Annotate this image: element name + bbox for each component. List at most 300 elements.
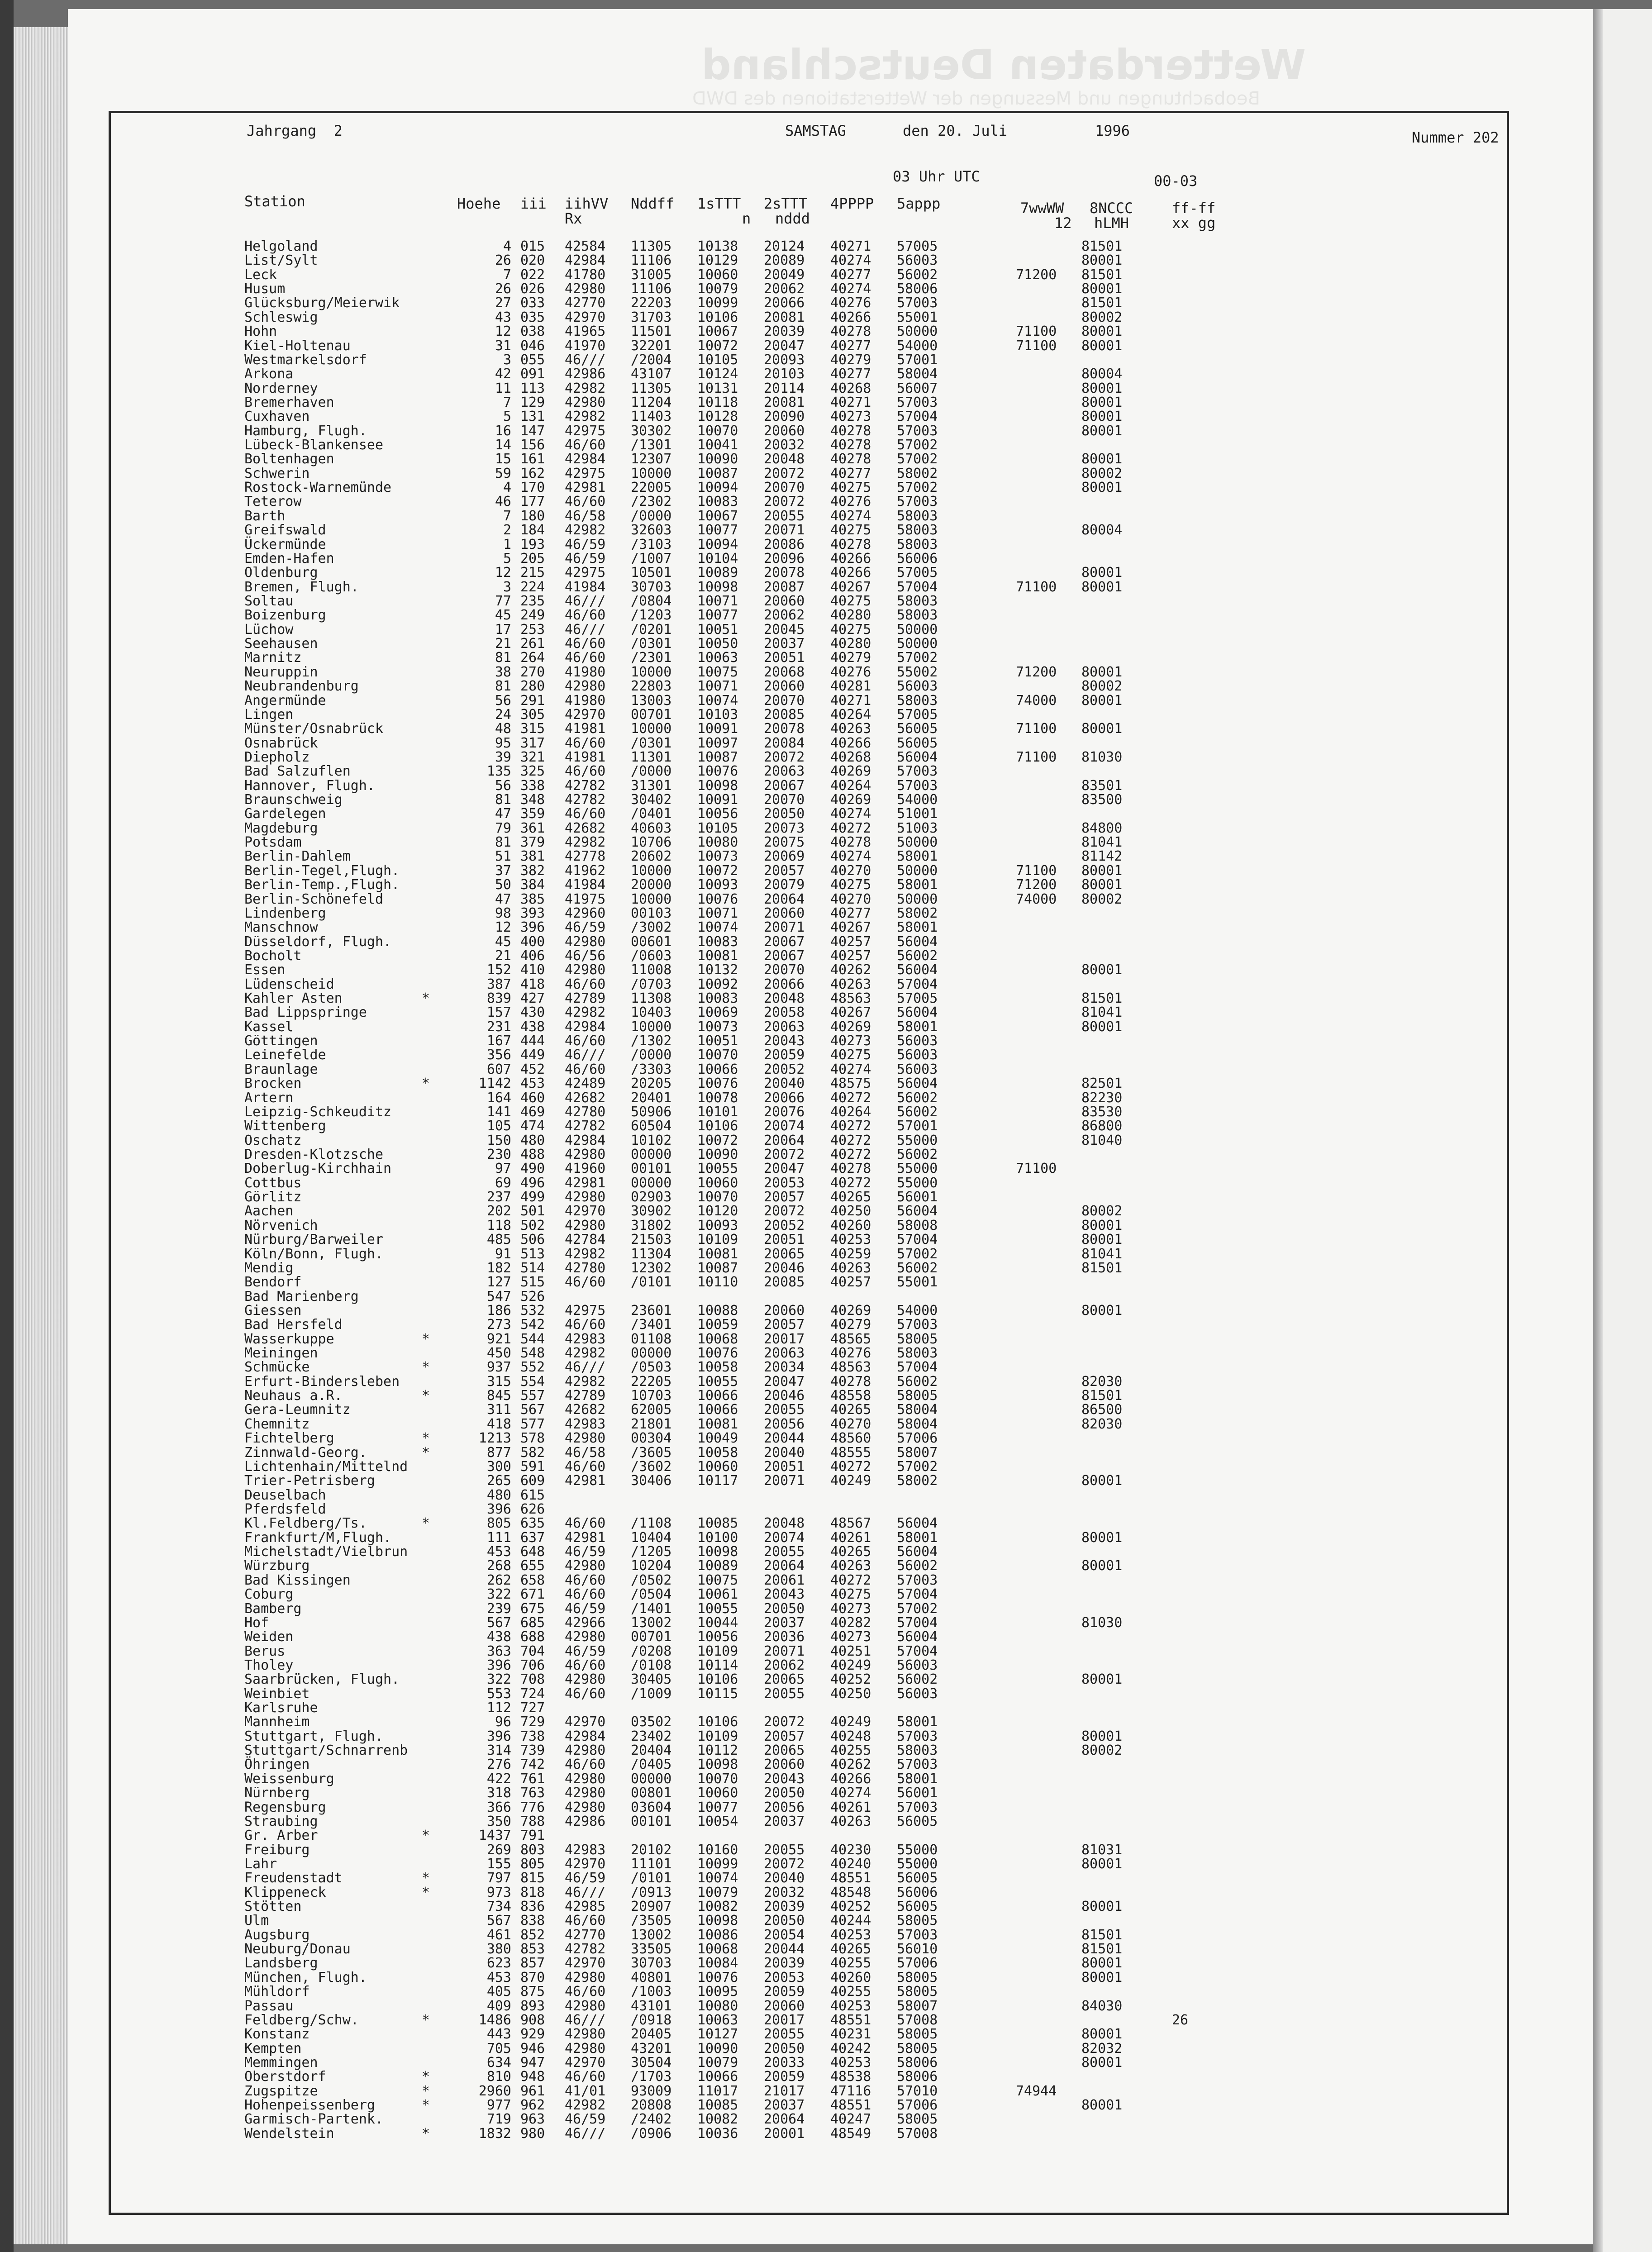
pppp-cell: 40274	[830, 1061, 871, 1077]
t2-cell: 20043	[764, 1586, 805, 1603]
nccc-cell: 84030	[1081, 1998, 1123, 2014]
iihvv-cell: 46/59	[565, 1600, 606, 1617]
hoehe-cell: 1486	[478, 2012, 511, 2028]
appp-cell: 57004	[897, 409, 938, 425]
nddff-cell: 00000	[631, 1345, 672, 1362]
iii-cell: 393	[520, 905, 545, 921]
hoehe-cell: 182	[486, 1260, 511, 1276]
pppp-cell: 48567	[830, 1515, 871, 1532]
t1-cell: 10068	[697, 1331, 738, 1347]
nddff-cell: /1003	[631, 1984, 672, 2000]
iihvv-cell: 42980	[565, 1785, 606, 1801]
t1-cell: 10079	[697, 1884, 738, 1900]
t1-cell: 10093	[697, 877, 738, 893]
t1-cell: 10082	[697, 1899, 738, 1915]
hoehe-cell: 11	[495, 380, 511, 396]
t1-cell: 11017	[697, 2083, 738, 2099]
appp-cell: 56002	[897, 1090, 938, 1106]
pppp-cell: 40270	[830, 1416, 871, 1432]
pppp-cell: 40272	[830, 1090, 871, 1106]
iihvv-cell: 42970	[565, 706, 606, 723]
appp-cell: 56002	[897, 947, 938, 964]
t2-cell: 20056	[764, 1416, 805, 1432]
nddff-cell: 10000	[631, 664, 672, 680]
nddff-cell: 33505	[631, 1941, 672, 1957]
iihvv-cell: 42980	[565, 281, 606, 297]
t2-cell: 20047	[764, 338, 805, 354]
iihvv-cell: 46///	[565, 2125, 606, 2142]
nccc-cell: 80001	[1081, 1302, 1123, 1319]
hoehe-cell: 50	[495, 877, 511, 893]
hoehe-cell: 239	[486, 1600, 511, 1617]
appp-cell: 56007	[897, 380, 938, 396]
hoehe-cell: 51	[495, 848, 511, 865]
hoehe-cell: 47	[495, 891, 511, 907]
hoehe-cell: 150	[486, 1132, 511, 1148]
col-hoehe: Hoehe	[457, 195, 501, 212]
iihvv-cell: 42982	[565, 2097, 606, 2114]
iii-cell: 046	[520, 338, 545, 354]
mountain-marker: *	[422, 990, 430, 1007]
iii-cell: 763	[520, 1785, 545, 1801]
hoehe-cell: 79	[495, 820, 511, 836]
hoehe-cell: 230	[486, 1147, 511, 1162]
nccc-cell: 80002	[1081, 891, 1123, 907]
table-row	[176, 1205, 1489, 1219]
appp-cell: 56002	[897, 1260, 938, 1276]
nccc-cell: 80001	[1081, 409, 1123, 425]
iii-cell: 418	[520, 976, 545, 992]
pppp-cell: 40253	[830, 2055, 871, 2071]
t2-cell: 20078	[764, 721, 805, 737]
appp-cell: 57003	[897, 1317, 938, 1333]
iihvv-cell: 46/58	[565, 508, 606, 524]
nccc-cell: 82501	[1081, 1076, 1123, 1092]
nccc-cell: 80001	[1081, 1217, 1123, 1233]
iii-cell: 805	[520, 1856, 545, 1872]
t2-cell: 20076	[764, 1104, 805, 1120]
nccc-cell: 80002	[1081, 678, 1123, 695]
station-name: Kassel	[244, 1019, 294, 1035]
hoehe-cell: 56	[495, 777, 511, 794]
pppp-cell: 40251	[830, 1643, 871, 1659]
hoehe-cell: 231	[486, 1019, 511, 1035]
iihvv-cell: 46/60	[565, 1984, 606, 2000]
table-row	[176, 1701, 1489, 1715]
station-name: Cuxhaven	[244, 409, 310, 425]
appp-cell: 56003	[897, 678, 938, 695]
station-name: Lingen	[244, 706, 294, 723]
nccc-cell: 80002	[1081, 1203, 1123, 1219]
iii-cell: 739	[520, 1743, 545, 1759]
iii-cell: 430	[520, 1005, 545, 1021]
iihvv-cell: 42980	[565, 1969, 606, 1985]
hoehe-cell: 547	[486, 1288, 511, 1305]
table-row	[176, 1375, 1489, 1389]
t2-cell: 20055	[764, 1842, 805, 1858]
table-row	[176, 680, 1489, 694]
iihvv-cell: 42778	[565, 848, 606, 865]
iii-cell: 170	[520, 480, 545, 496]
pppp-cell: 40275	[830, 593, 871, 609]
hoehe-cell: 567	[486, 1913, 511, 1929]
iihvv-cell: 41970	[565, 338, 606, 354]
iii-cell: 177	[520, 494, 545, 510]
nddff-cell: 20405	[631, 2026, 672, 2043]
nddff-cell: 21801	[631, 1416, 672, 1432]
nccc-cell: 80001	[1081, 1019, 1123, 1035]
iihvv-cell: 42782	[565, 1941, 606, 1957]
nddff-cell: /0208	[631, 1643, 672, 1659]
table-row	[176, 1772, 1489, 1786]
appp-cell: 56004	[897, 962, 938, 978]
iihvv-cell: 42983	[565, 1842, 606, 1858]
nddff-cell: /0906	[631, 2125, 672, 2142]
iihvv-cell: 42980	[565, 1743, 606, 1759]
iihvv-cell: 42981	[565, 480, 606, 496]
iii-cell: 506	[520, 1232, 545, 1248]
t1-cell: 10072	[697, 338, 738, 354]
nddff-cell: 12307	[631, 451, 672, 467]
t2-cell: 20049	[764, 267, 805, 283]
station-name: Feldberg/Schw.	[244, 2012, 359, 2028]
station-name: Landsberg	[244, 1955, 318, 1971]
nccc-cell: 86800	[1081, 1118, 1123, 1134]
table-row	[176, 467, 1489, 481]
station-name: Leipzig-Schkeuditz	[244, 1104, 392, 1120]
hoehe-cell: 1	[503, 536, 511, 552]
pppp-cell: 40250	[830, 1203, 871, 1219]
t1-cell: 10074	[697, 919, 738, 936]
hoehe-cell: 315	[486, 1373, 511, 1390]
appp-cell: 55002	[897, 664, 938, 680]
t1-cell: 10100	[697, 1529, 738, 1546]
t2-cell: 20071	[764, 919, 805, 936]
hoehe-cell: 118	[486, 1217, 511, 1233]
t1-cell: 10098	[697, 1757, 738, 1773]
t1-cell: 10080	[697, 834, 738, 851]
t2-cell: 20071	[764, 1643, 805, 1659]
t2-cell: 20063	[764, 1345, 805, 1362]
station-name: Neuburg/Donau	[244, 1941, 351, 1957]
nccc-cell: 80001	[1081, 692, 1123, 709]
table-row	[176, 1531, 1489, 1545]
t2-cell: 20048	[764, 990, 805, 1007]
station-name: Seehausen	[244, 636, 318, 652]
pppp-cell: 40266	[830, 550, 871, 567]
station-name: Neuruppin	[244, 664, 318, 680]
nccc-cell: 81041	[1081, 1246, 1123, 1262]
nccc-cell: 81040	[1081, 1132, 1123, 1148]
station-name: Passau	[244, 1998, 294, 2014]
appp-cell: 57002	[897, 480, 938, 496]
table-row	[176, 1545, 1489, 1559]
nccc-cell: 83500	[1081, 792, 1123, 808]
wwww-cell: 71100	[1016, 1161, 1057, 1177]
t1-cell: 10076	[697, 1076, 738, 1092]
t1-cell: 10070	[697, 1189, 738, 1205]
iii-cell: 015	[520, 238, 545, 254]
t1-cell: 10061	[697, 1586, 738, 1603]
hoehe-cell: 15	[495, 451, 511, 467]
iihvv-cell: 42970	[565, 1856, 606, 1872]
hoehe-cell: 453	[486, 1969, 511, 1985]
station-name: Lübeck-Blankensee	[244, 437, 384, 453]
table-row	[176, 1730, 1489, 1744]
nccc-cell: 80001	[1081, 281, 1123, 297]
table-row	[176, 1659, 1489, 1673]
iihvv-cell: 41/01	[565, 2083, 606, 2099]
station-name: Garmisch-Partenk.	[244, 2111, 384, 2128]
station-name: Neubrandenburg	[244, 678, 359, 695]
appp-cell: 58006	[897, 2069, 938, 2085]
appp-cell: 58001	[897, 1771, 938, 1787]
nddff-cell: /1302	[631, 1033, 672, 1049]
iii-cell: 026	[520, 281, 545, 297]
iihvv-cell: 46/60	[565, 1274, 606, 1290]
pppp-cell: 40274	[830, 1785, 871, 1801]
nddff-cell: 43101	[631, 1998, 672, 2014]
station-name: Lahr	[244, 1856, 277, 1872]
t2-cell: 20048	[764, 1515, 805, 1532]
appp-cell: 58001	[897, 848, 938, 865]
iihvv-cell: 42981	[565, 1175, 606, 1191]
nddff-cell: 10000	[631, 1019, 672, 1035]
nddff-cell: /1007	[631, 550, 672, 567]
station-name: Chemnitz	[244, 1416, 310, 1432]
t2-cell: 20085	[764, 1274, 805, 1290]
iii-cell: 544	[520, 1331, 545, 1347]
station-name: Leck	[244, 267, 277, 283]
t2-cell: 20060	[764, 1757, 805, 1773]
hoehe-cell: 269	[486, 1842, 511, 1858]
table-row	[176, 1673, 1489, 1687]
appp-cell: 57003	[897, 1728, 938, 1744]
iii-cell: 305	[520, 706, 545, 723]
t1-cell: 10081	[697, 1416, 738, 1432]
hoehe-cell: 7	[503, 394, 511, 410]
pppp-cell: 40263	[830, 721, 871, 737]
table-row	[176, 850, 1489, 864]
appp-cell: 56004	[897, 1544, 938, 1560]
hoehe-cell: 3	[503, 352, 511, 368]
t2-cell: 20059	[764, 2069, 805, 2085]
nddff-cell: 00103	[631, 905, 672, 921]
wwww-cell: 74000	[1016, 891, 1057, 907]
nddff-cell: 00701	[631, 706, 672, 723]
nddff-cell: 10204	[631, 1558, 672, 1574]
iihvv-cell: 46/60	[565, 437, 606, 453]
pppp-cell: 40271	[830, 238, 871, 254]
nddff-cell: 43201	[631, 2040, 672, 2057]
iii-cell: 776	[520, 1799, 545, 1815]
t2-cell: 20051	[764, 650, 805, 666]
iii-cell: 818	[520, 1884, 545, 1900]
nddff-cell: 62005	[631, 1402, 672, 1418]
t1-cell: 10138	[697, 238, 738, 254]
pppp-cell: 40278	[830, 834, 871, 851]
t1-cell: 10081	[697, 1246, 738, 1262]
appp-cell: 57003	[897, 1757, 938, 1773]
col-appp: 5appp	[897, 195, 941, 212]
pppp-cell: 40264	[830, 1104, 871, 1120]
wwww-cell: 71100	[1016, 721, 1057, 737]
station-name: Angermünde	[244, 692, 326, 709]
appp-cell: 58005	[897, 1331, 938, 1347]
t2-cell: 20060	[764, 423, 805, 439]
iii-cell: 020	[520, 252, 545, 269]
t2-cell: 20124	[764, 238, 805, 254]
station-name: Lüchow	[244, 621, 294, 638]
t1-cell: 10071	[697, 678, 738, 695]
iihvv-cell: 42970	[565, 1955, 606, 1971]
hoehe-cell: 69	[495, 1175, 511, 1191]
t2-cell: 20067	[764, 933, 805, 950]
appp-cell: 56003	[897, 1033, 938, 1049]
pppp-cell: 48565	[830, 1331, 871, 1347]
appp-cell: 54000	[897, 792, 938, 808]
hoehe-cell: 45	[495, 933, 511, 950]
hoehe-cell: 81	[495, 650, 511, 666]
pppp-cell: 40275	[830, 480, 871, 496]
mountain-marker: *	[422, 1359, 430, 1376]
appp-cell: 56006	[897, 1884, 938, 1900]
t2-cell: 20072	[764, 494, 805, 510]
t1-cell: 10083	[697, 990, 738, 1007]
iii-cell: 609	[520, 1473, 545, 1489]
t1-cell: 10106	[697, 1671, 738, 1688]
pppp-cell: 40275	[830, 522, 871, 538]
pppp-cell: 40280	[830, 607, 871, 624]
station-name: Teterow	[244, 494, 302, 510]
table-row	[176, 353, 1489, 367]
nccc-cell: 80001	[1081, 338, 1123, 354]
t2-cell: 20075	[764, 834, 805, 851]
iii-cell: 325	[520, 763, 545, 780]
wwww-cell: 74944	[1016, 2083, 1057, 2099]
t2-cell: 20114	[764, 380, 805, 396]
wwww-cell: 71100	[1016, 579, 1057, 595]
table-row	[176, 1190, 1489, 1205]
t1-cell: 10078	[697, 1090, 738, 1106]
pppp-cell: 40257	[830, 933, 871, 950]
appp-cell: 56006	[897, 550, 938, 567]
t2-cell: 20039	[764, 1955, 805, 1971]
t2-cell: 20055	[764, 1544, 805, 1560]
pppp-cell: 48563	[830, 990, 871, 1007]
t1-cell: 10098	[697, 579, 738, 595]
t2-cell: 20052	[764, 1217, 805, 1233]
pppp-cell: 40272	[830, 1175, 871, 1191]
table-row	[176, 296, 1489, 310]
nccc-cell: 81501	[1081, 238, 1123, 254]
t2-cell: 20090	[764, 409, 805, 425]
iihvv-cell: 46///	[565, 352, 606, 368]
wwww-cell: 74000	[1016, 692, 1057, 709]
appp-cell: 55000	[897, 1175, 938, 1191]
iii-cell: 035	[520, 309, 545, 325]
iihvv-cell: 42966	[565, 1614, 606, 1631]
table-row	[176, 1318, 1489, 1332]
iii-cell: 022	[520, 267, 545, 283]
t2-cell: 20050	[764, 2040, 805, 2057]
table-row	[176, 864, 1489, 878]
hoehe-cell: 921	[486, 1331, 511, 1347]
iii-cell: 321	[520, 749, 545, 765]
pppp-cell: 40272	[830, 1572, 871, 1588]
iihvv-cell: 41975	[565, 891, 606, 907]
table-row	[176, 1276, 1489, 1290]
station-name: Oberstdorf	[244, 2069, 326, 2085]
station-name: Coburg	[244, 1586, 294, 1603]
iihvv-cell: 42986	[565, 1813, 606, 1829]
hoehe-cell: 977	[486, 2097, 511, 2114]
nddff-cell: 40801	[631, 1969, 672, 1985]
table-row	[176, 807, 1489, 821]
table-row	[176, 708, 1489, 722]
appp-cell: 58002	[897, 465, 938, 481]
appp-cell: 57004	[897, 1586, 938, 1603]
table-row	[176, 1034, 1489, 1048]
t2-cell: 20039	[764, 324, 805, 340]
mountain-marker: *	[422, 1430, 430, 1447]
pppp-cell: 40276	[830, 664, 871, 680]
hoehe-cell: 202	[486, 1203, 511, 1219]
hoehe-cell: 273	[486, 1317, 511, 1333]
nddff-cell: /1009	[631, 1685, 672, 1702]
pppp-cell: 40253	[830, 1927, 871, 1943]
iihvv-cell: 42984	[565, 252, 606, 269]
t1-cell: 10099	[697, 295, 738, 311]
iii-cell: 215	[520, 565, 545, 581]
iihvv-cell: 42770	[565, 295, 606, 311]
t1-cell: 10050	[697, 636, 738, 652]
col-iii: iii	[520, 195, 547, 212]
table-row	[176, 1219, 1489, 1233]
iihvv-cell: 46///	[565, 1884, 606, 1900]
pppp-cell: 48549	[830, 2125, 871, 2142]
iii-cell: 875	[520, 1984, 545, 2000]
nddff-cell: 11101	[631, 1856, 672, 1872]
hoehe-cell: 42	[495, 366, 511, 382]
iii-cell: 947	[520, 2055, 545, 2071]
iii-cell: 452	[520, 1061, 545, 1077]
nccc-cell: 80001	[1081, 962, 1123, 978]
nddff-cell: 30902	[631, 1203, 672, 1219]
nccc-cell: 80001	[1081, 1856, 1123, 1872]
t2-cell: 20079	[764, 877, 805, 893]
iihvv-cell: 46/60	[565, 2069, 606, 2085]
iihvv-cell: 46/60	[565, 1913, 606, 1929]
appp-cell: 56003	[897, 1657, 938, 1673]
pppp-cell: 40267	[830, 919, 871, 936]
nddff-cell: /2402	[631, 2111, 672, 2128]
nccc-cell: 80001	[1081, 380, 1123, 396]
station-name: Lüdenscheid	[244, 976, 334, 992]
appp-cell: 56004	[897, 1076, 938, 1092]
pppp-cell: 40273	[830, 1600, 871, 1617]
iihvv-cell: 42980	[565, 2040, 606, 2057]
iihvv-cell: 46/60	[565, 650, 606, 666]
iihvv-cell: 42980	[565, 1189, 606, 1205]
appp-cell: 57002	[897, 650, 938, 666]
t1-cell: 10094	[697, 536, 738, 552]
hoehe-cell: 705	[486, 2040, 511, 2057]
iii-cell: 567	[520, 1402, 545, 1418]
iii-cell: 724	[520, 1685, 545, 1702]
table-row	[176, 1687, 1489, 1701]
hoehe-cell: 77	[495, 593, 511, 609]
